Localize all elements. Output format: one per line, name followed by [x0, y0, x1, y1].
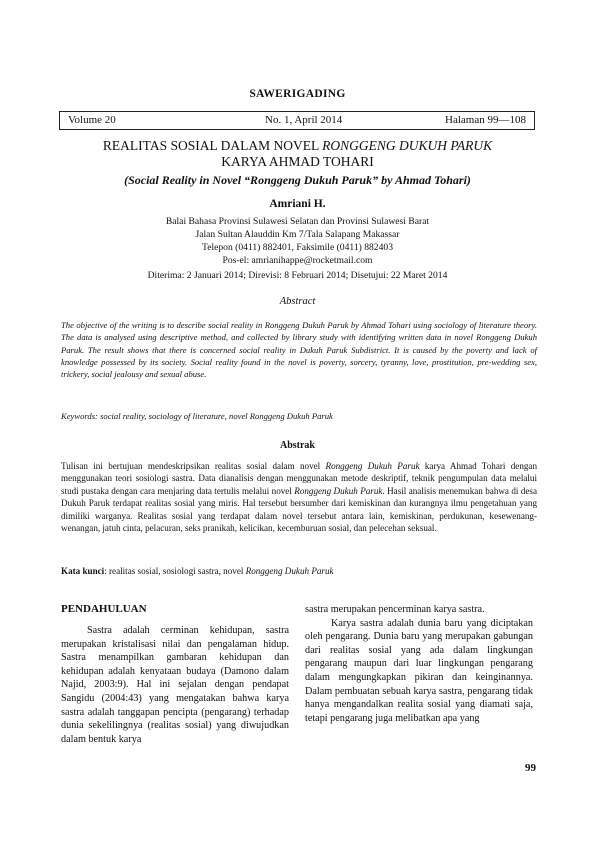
- abstrak-novel-title: Ronggeng Dukuh Paruk: [294, 485, 383, 496]
- abstract-heading: Abstract: [279, 296, 316, 307]
- abstrak-text: Tulisan ini bertujuan mendeskripsikan realitas sosial dalam novel: [61, 461, 326, 471]
- page-range: Halaman 99—108: [445, 114, 526, 126]
- volume-info-box: [59, 111, 535, 130]
- affiliation-line: Balai Bahasa Provinsi Sulawesi Selatan dan Provinsi Sulawesi Barat: [165, 216, 430, 227]
- english-title: (Social Reality in Novel “Ronggeng Dukuh Paruk” by Ahmad Tohari): [124, 173, 471, 187]
- submission-dates: Diterima: 2 Januari 2014; Direvisi: 8 Februari 2014; Disetujui: 22 Maret 2014: [147, 270, 448, 281]
- body-column-right: [305, 603, 533, 725]
- article-title: [0, 138, 595, 170]
- affiliation-line: Jalan Sultan Alauddin Km 7/Tala Salapang Makassar: [195, 229, 400, 240]
- abstrak-text: karya Ahmad Tohari dengan menggunakan teori sosiologi sastra. Data dianalisis dengan menggunakan metode deskriptif, teknik pengumpulan data melalui studi pustaka dengan cara menjaring data tertulis melalui novel: [61, 461, 537, 496]
- body-paragraph-end: sastra merupakan pencerminan karya sastra.: [305, 604, 485, 615]
- keywords-english: Keywords: social reality, sociology of literature, novel Ronggeng Dukuh Paruk: [61, 411, 333, 421]
- body-paragraph: Sastra adalah cerminan kehidupan, sastra merupakan kristalisasi nilai dan pengalaman hidup. Sastra menampilkan gambaran kehidupan dan kehidupan adalah kenyataan budaya (Damono dalam Najid, 2003:9). Hal ini sejalan dengan pendapat Sangidu (2004:43) yang mengatakan bahwa karya sastra adalah tanggapan pencipta (pengarang) terhadap dunia sekelilingnya (realitas sosial) yang diwujudkan dalam bentuk karya: [61, 625, 289, 745]
- keywords-label: Kata kunci: [61, 566, 105, 576]
- abstrak-text: . Hasil analisis menemukan bahwa di desa Dukuh Paruk terdapat realitas sosial yang miris. Hal tersebut bersumber dari kemiskinan dan kurangnya ilmu pengetahuan yang dimiliki warganya. Realitas sosial yang terdapat dalam novel tersebut antara lain, kemiskinan, perdukunan, kesewenang-wenangan, jatuh cinta, pelacuran, seks pranikah, kelicikan, kecemburuan sosial, dan pelecehan seksual.: [61, 485, 538, 534]
- author-name: Amriani H.: [269, 198, 326, 210]
- issue-date: No. 1, April 2014: [265, 114, 343, 126]
- body-paragraph: Karya sastra adalah dunia baru yang diciptakan oleh pengarang. Dunia baru yang merupakan gabungan dari realitas sosial yang ada dalam lingkungan pengarang maupun dari luar lingkungan pengarang dalam mengungkapkan pikiran dan keinginannya. Dalam pembuatan sebuah karya sastra, pengarang tidak hanya mengandalkan realita sosial yang diamati saja, tetapi pengarang juga melibatkan apa yang: [305, 617, 533, 724]
- section-heading: PENDAHULUAN: [61, 603, 147, 615]
- body-column-left: [61, 624, 289, 746]
- email-line: Pos-el: amrianihappe@rocketmail.com: [222, 255, 373, 266]
- title-line1-italic: RONGGENG DUKUH PARUK: [322, 138, 493, 153]
- volume-label: Volume 20: [68, 114, 116, 126]
- abstract-english: The objective of the writing is to describe social reality in Ronggeng Dukuh Paruk by Ahmad Tohari using sociology of literature theory. The data is analysed using descriptive method, and collected by library study with identifying written data in novel Ronggeng Dukuh Paruk. The result shows that there is concerned social reality in Dukuh Paruk Subdistrict. It is caused by the poverty and lack of knowledge possessed by its society. Social reality found in the novel is poverty, sorcery, tyranny, love, prostitution, pre-wedding sex, trickery, social jealousy and sexual abuse.: [61, 320, 537, 380]
- keywords-novel-title: Ronggeng Dukuh Paruk: [245, 566, 334, 576]
- keywords-indonesian: [61, 566, 537, 576]
- title-line2: KARYA AHMAD TOHARI: [221, 154, 374, 169]
- affiliation-line: Telepon (0411) 882401, Faksimile (0411) 882403: [202, 242, 393, 253]
- journal-name: SAWERIGADING: [249, 88, 346, 100]
- title-line1-prefix: REALITAS SOSIAL DALAM NOVEL: [102, 138, 323, 153]
- abstrak-indonesian: [61, 460, 537, 534]
- abstrak-heading: Abstrak: [279, 440, 315, 451]
- abstrak-novel-title: Ronggeng Dukuh Paruk: [325, 461, 420, 471]
- keywords-text: : realitas sosial, sosiologi sastra, novel: [104, 566, 246, 576]
- page-number: 99: [525, 762, 536, 774]
